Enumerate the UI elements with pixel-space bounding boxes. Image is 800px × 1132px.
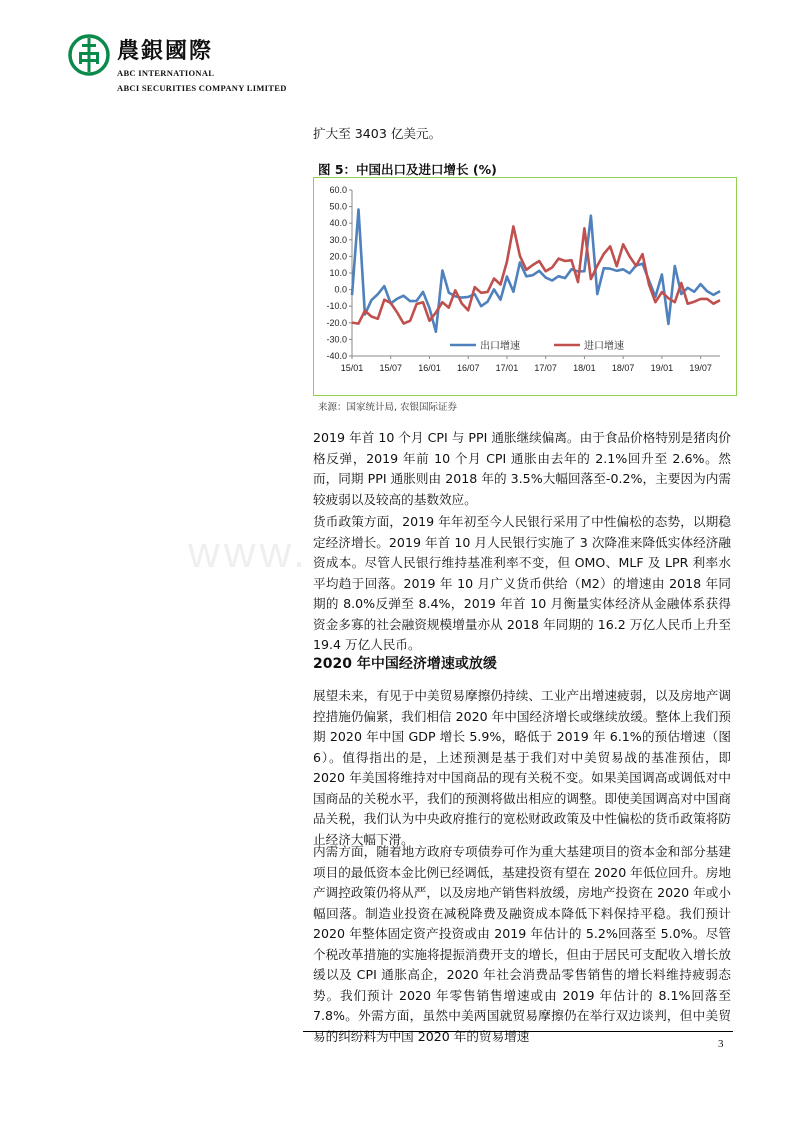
y-tick-label: -20.0 [326, 317, 347, 328]
y-tick-label: -10.0 [326, 301, 347, 312]
paragraph-monetary-policy: 货币政策方面，2019 年年初至今人民银行采用了中性偏松的态势，以期稳定经济增长。2019 年首 10 月人民银行实施了 3 次降准来降低实体经济融资成本。尽管人民银行维持基准利率不变，但 OMO、MLF 及 LPR 利率水平均趋于回落。2019 年 10 月广义货币供给（M2）的增速由 2018 年同期的 8.0%反弹至 8.4%，2019 年首 10 月衡量实体经济从金融体系获得资金多寡的社会融资规模增量亦从 2018 年同期的 16.2 万亿人民币上升至 19.4 万亿人民币。 [313, 514, 731, 652]
chart-frame [313, 177, 737, 396]
section-title: 2020 年中国经济增速或放缓 [313, 656, 497, 672]
x-tick-label: 16/07 [456, 363, 480, 373]
x-tick-label: 15/01 [340, 363, 364, 373]
footer-divider [303, 1031, 733, 1032]
legend-label: 进口增速 [584, 341, 624, 352]
figure-source: 来源：国家统计局, 农银国际证券 [318, 402, 458, 413]
brand-name-cn: 農銀國際 [117, 38, 214, 64]
x-tick-label: 17/07 [534, 363, 557, 373]
abc-logo-icon [68, 34, 110, 76]
y-tick-label: 40.0 [329, 218, 347, 229]
x-tick-label: 17/01 [495, 363, 519, 373]
y-tick-label: 20.0 [329, 251, 347, 262]
brand-name-en: ABC INTERNATIONAL [117, 68, 215, 78]
legend-label: 出口增速 [480, 341, 520, 352]
trade-growth-chart [314, 178, 736, 395]
x-tick-label: 15/07 [379, 363, 403, 373]
intro-line: 扩大至 3403 亿美元。 [313, 126, 442, 141]
x-tick-label: 19/07 [689, 363, 712, 373]
y-tick-label: 50.0 [329, 201, 347, 212]
series-line-import [352, 226, 720, 323]
series-line-export [352, 209, 720, 331]
page-number: 3 [718, 1038, 724, 1050]
y-tick-label: 60.0 [329, 185, 347, 195]
figure-title: 图 5：中国出口及进口增长 (%) [318, 162, 497, 177]
x-tick-label: 18/01 [573, 363, 596, 373]
paragraph-outlook: 展望未来，有见于中美贸易摩擦仍持续、工业产出增速疲弱，以及房地产调控措施仍偏紧，我们相信 2020 年中国经济增长或继续放缓。整体上我们预期 2020 年中国 GDP 增长 5.9%，略低于 2019 年 6.1%的预估增速（图 6）。值得指出的是，上述预测是基于我们对中美贸易战的基准预估，即 2020 年美国将维持对中国商品的现有关税不变。如果美国调高或调低对中国商品的关税水平，我们的预测将做出相应的调整。即使美国调高对中国商品关税，我们认为中央政府推行的宽松财政政策及中性偏松的货币政策将防止经济大幅下滑。 [313, 688, 731, 847]
watermark: www. [188, 528, 310, 577]
y-tick-label: 30.0 [329, 234, 347, 245]
y-tick-label: 10.0 [329, 268, 347, 278]
y-tick-label: -30.0 [326, 334, 347, 345]
y-tick-label: -40.0 [326, 351, 347, 361]
x-tick-label: 19/01 [650, 363, 674, 373]
company-name-en: ABCI SECURITIES COMPANY LIMITED [117, 83, 287, 93]
y-tick-label: 0.0 [334, 284, 347, 295]
paragraph-domestic-demand: 内需方面，随着地方政府专项债券可作为重大基建项目的资本金和部分基建项目的最低资本金比例已经调低，基建投资有望在 2020 年低位回升。房地产调控政策仍将从严，以及房地产销售料放缓，房地产投资在 2020 年或小幅回落。制造业投资在减税降费及融资成本降低下料保持平稳。我们预计 2020 年整体固定资产投资或由 2019 年估计的 5.2%回落至 5.0%。尽管个税改革措施的实施将提振消费开支的增长，但由于居民可支配收入增长放缓以及 CPI 通胀高企，2020 年社会消费品零售销售的增长料维持疲弱态势。我们预计 2020 年零售销售增速或由 2019 年估计的 8.1%回落至 7.8%。外需方面，虽然中美两国就贸易摩擦仍在举行双边谈判，但中美贸易的纠纷料为中国 2020 年的贸易增速 [313, 844, 731, 1044]
x-tick-label: 16/01 [418, 363, 441, 373]
header [68, 30, 368, 100]
paragraph-inflation: 2019 年首 10 个月 CPI 与 PPI 通胀继续偏离。由于食品价格特别是猪肉价格反弹，2019 年前 10 个月 CPI 通胀由去年的 2.1%回升至 2.6%。然而，同期 PPI 通胀则由 2018 年的 3.5%大幅回落至-0.2%，主要因为内需较疲弱以及较高的基数效应。 [313, 430, 731, 507]
x-tick-label: 18/07 [611, 363, 635, 373]
